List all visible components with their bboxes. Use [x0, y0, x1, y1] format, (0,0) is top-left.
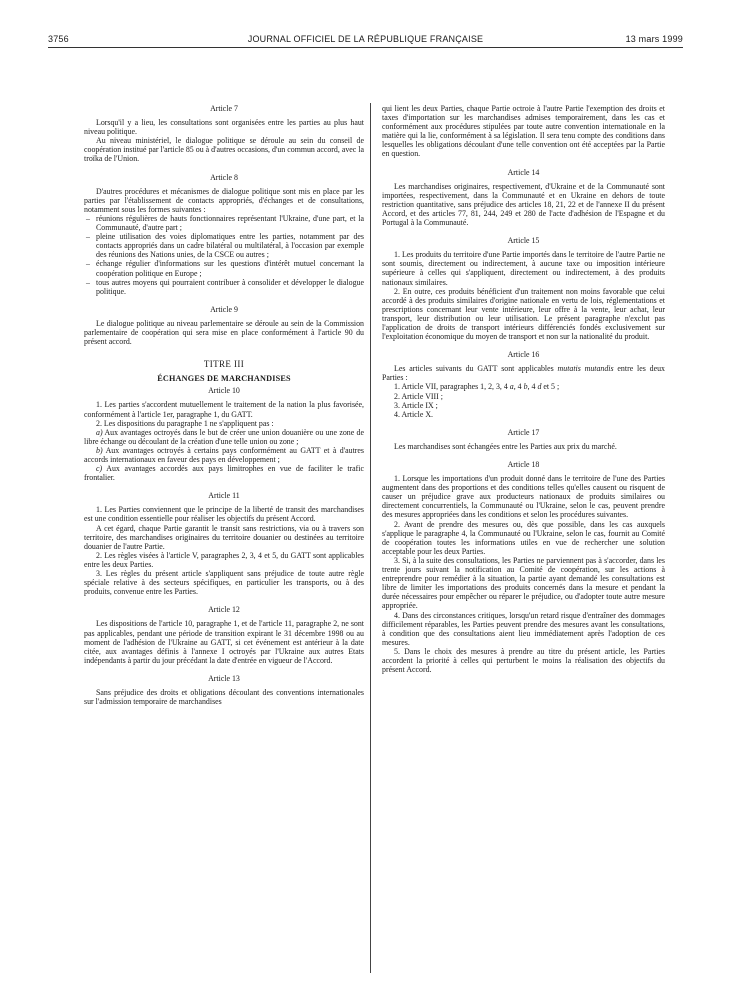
article-7-paragraph: Au niveau ministériel, le dialogue politique se déroule au sein du conseil de coopération institué par l'article 85 ou à d'autres occasions, d'un commun accord, avec la troïka de l'Union.	[84, 136, 364, 164]
intro-text: Les articles suivants du GATT sont applicables	[394, 364, 558, 374]
article-18-paragraph: 4. Dans des circonstances critiques, lorsqu'un retard risque d'entraîner des dommages difficilement réparables, les Parties peuvent prendre des mesures avant les consultations, à condition que des consultations aient lieu immédiatement après l'adoption de ces mesures.	[382, 610, 665, 647]
item-letter: a	[509, 382, 514, 392]
list-item: – réunions régulières de hauts fonctionnaires représentant l'Ukraine, d'une part, et la Communauté, d'autre part ;	[84, 214, 364, 232]
article-16-intro	[382, 364, 665, 382]
titre-subtitle: ÉCHANGES DE MARCHANDISES	[157, 374, 291, 384]
article-8-list	[84, 214, 364, 296]
item-label: c)	[96, 464, 103, 474]
article-18-title: Article 18	[507, 460, 540, 469]
article-15-paragraph: 2. En outre, ces produits bénéficient d'un traitement non moins favorable que celui accordé à des produits similaires d'origine nationale en vertu de lois, réglementations et prescriptions concernant leur vente intérieure, leur offre à la vente, leur achat, leur transport, leur distribution ou leur utilisation. Le présent paragraphe n'exclut pas l'application de droits de transport intérieurs différenciés fondés exclusivement sur l'exploitation économique du moyen de transport et non sur la nationalité du produit.	[382, 286, 665, 342]
column-divider	[370, 103, 371, 973]
publication-date: 13 mars 1999	[625, 34, 683, 44]
article-16-item: 4. Article X.	[394, 409, 434, 419]
article-18-paragraph: 5. Dans le choix des mesures à prendre au titre du présent article, les Parties accordent la priorité à celles qui perturbent le moins la réalisation des objectifs du présent Accord.	[382, 646, 665, 675]
list-item: – échange régulier d'informations sur les questions d'intérêt mutuel concernant la coopération politique en Europe ;	[84, 259, 364, 277]
item-label: a)	[96, 427, 103, 437]
article-11-paragraph: A cet égard, chaque Partie garantit le transit sans restrictions, via ou à travers son territoire, des marchandises originaires du territoire douanier ou destinées au territoire douanier de l'autre Partie.	[84, 523, 364, 551]
article-10-item	[84, 428, 364, 446]
article-11-title: Article 11	[208, 491, 240, 501]
article-16-item: 3. Article IX ;	[394, 400, 438, 410]
article-15-title: Article 15	[507, 236, 540, 246]
item-text: Aux avantages octroyés à certains pays conformément au GATT et à d'autres accords internationaux en faveur des pays en développement ;	[84, 445, 364, 464]
article-8-intro: D'autres procédures et mécanismes de dialogue politique sont mis en place par les parties par l'établissement de contacts appropriés, d'échanges et de consultations, notamment sous les formes suivantes :	[84, 186, 364, 214]
page-header	[48, 34, 683, 48]
article-11-paragraph: 3. Les règles du présent article s'appliquent sans préjudice de toute autre règle spéciale relative à des secteurs spécifiques, en particulier les transports, ou à des produits, convenue entre les Parties.	[84, 569, 364, 597]
article-18-paragraph: 3. Si, à la suite des consultations, les Parties ne parviennent pas à s'accorder, dans les trente jours suivant la notification au Comité de coopération, sur les actions à entreprendre pour remédier à la situation, la partie ayant demandé les consultations est libre de limiter les importations des produits concernés dans la mesure et pendant la durée nécessaires pour empêcher ou réparer le préjudice, ou d'adopter toute autre mesure appropriée.	[382, 555, 665, 611]
item-text: , 4	[513, 382, 524, 392]
article-16-title: Article 16	[507, 350, 540, 360]
header-rule	[48, 47, 683, 48]
article-18-paragraph: 2. Avant de prendre des mesures ou, dès que possible, dans les cas auxquels s'applique le paragraphe 4, la Communauté ou l'Ukraine, selon le cas, fournit au Comité de coopération toutes les informations utiles en vue de rechercher une solution acceptable pour les deux Parties.	[382, 519, 665, 556]
item-letter: b	[523, 382, 528, 392]
article-12-title: Article 12	[208, 605, 240, 615]
article-10-title: Article 10	[208, 386, 240, 396]
titre-heading: TITRE III	[203, 359, 245, 370]
article-18-paragraph: 1. Lorsque les importations d'un produit donné dans le territoire de l'une des Parties augmentent dans des proportions et des conditions telles qu'elles causent ou risquent de causer un préjudice grave aux producteurs nationaux de produits similaires ou directement concurrentiels, la Communauté ou l'Ukraine, selon le cas, peuvent prendre des mesures appropriées dans les conditions et selon les procédures suivantes.	[382, 474, 665, 520]
article-11-paragraph: 2. Les règles visées à l'article V, paragraphes 2, 3, 4 et 5, du GATT sont applicables entre les deux Parties.	[84, 550, 364, 569]
list-item: – tous autres moyens qui pourraient contribuer à consolider et développer le dialogue politique.	[84, 278, 364, 296]
item-label: b)	[96, 445, 103, 455]
article-13-paragraph: Sans préjudice des droits et obligations découlant des conventions internationales sur l'admission temporaire de marchandises	[84, 687, 364, 707]
article-14-paragraph: Les marchandises originaires, respectivement, d'Ukraine et de la Communauté sont importées, respectivement, dans la Communauté et en Ukraine en dehors de toute restriction quantitative, sans préjudice des articles 18, 21, 22 et de l'annexe II du présent Accord, et des articles 77, 81, 244, 249 et 280 de l'acte d'adhésion de l'Espagne et du Portugal à la Communauté.	[382, 181, 665, 228]
article-10-paragraph: 1. Les parties s'accordent mutuellement le traitement de la nation la plus favorisée, conformément à l'article 1er, paragraphe 1, du GATT.	[84, 400, 364, 419]
article-13-continuation: qui lient les deux Parties, chaque Partie octroie à l'autre Partie l'exemption des droits et taxes d'importation sur les marchandises admises temporairement, dans les cas et conformément aux procédures stipulées par toute autre convention internationale en la matière qui la lie, conformément à sa législation. Il sera tenu compte des conditions dans lesquelles les obligations découlant d'une telle convention ont été acceptées par la Partie en question.	[382, 104, 665, 159]
right-column	[382, 104, 665, 674]
article-10-item	[84, 446, 364, 464]
article-14-title: Article 14	[507, 167, 540, 177]
journal-title: JOURNAL OFFICIEL DE LA RÉPUBLIQUE FRANÇAISE	[247, 34, 484, 44]
article-17-paragraph: Les marchandises sont échangées entre les Parties aux prix du marché.	[394, 441, 617, 451]
list-item: – pleine utilisation des voies diplomatiques entre les parties, notamment par des contacts appropriés dans un cadre bilatéral ou multilatéral, à l'occasion par exemple des réunions des Nations unies, de la CSCE ou autres ;	[84, 232, 364, 259]
page-number: 3756	[48, 34, 69, 44]
item-text: Aux avantages octroyés dans le but de créer une union douanière ou une zone de libre échange ou découlant de la création d'une telle union ou zone ;	[84, 427, 364, 446]
latin-phrase: mutatis mutandis	[557, 364, 614, 374]
article-10-paragraph: 2. Les dispositions du paragraphe 1 ne s'appliquent pas :	[96, 418, 274, 428]
article-8-title: Article 8	[210, 172, 238, 182]
article-12-paragraph: Les dispositions de l'article 10, paragraphe 1, et de l'article 11, paragraphe 2, ne sont pas applicables, pendant une période de transition expirant le 31 décembre 1998 ou au moment de l'adhésion de l'Ukraine au GATT, si cet événement est antérieur à la date citée, aux avantages définis à l'annexe I octroyés par l'Ukraine aux autres Etats indépendants à partir du jour précédant la date d'entrée en vigueur de l'Accord.	[84, 619, 364, 665]
article-13-title: Article 13	[208, 673, 240, 683]
article-17-title: Article 17	[507, 427, 540, 437]
intro-text-end: entre les deux Parties :	[382, 364, 665, 383]
item-text: , 4	[527, 382, 538, 392]
article-10-item	[84, 464, 364, 482]
article-9-paragraph: Le dialogue politique au niveau parlementaire se déroule au sein de la Commission parlementaire de coopération qui sera mise en place conformément à l'article 90 du présent accord.	[84, 318, 364, 347]
article-16-item: 2. Article VIII ;	[394, 391, 443, 401]
article-7-title: Article 7	[210, 104, 238, 113]
item-text: et 5 ;	[541, 382, 560, 392]
item-text: Aux avantages accordés aux pays limitrophes en vue de faciliter le trafic frontalier.	[84, 464, 364, 483]
article-9-title: Article 9	[210, 304, 238, 314]
article-15-paragraph: 1. Les produits du territoire d'une Partie importés dans le territoire de l'autre Partie ne sont soumis, directement ou indirectement, à aucune taxe ou imposition intérieure supérieure à celles qui s'appliquent, directement ou indirectement, à des produits nationaux similaires.	[382, 250, 665, 287]
item-text: 1. Article VII, paragraphes 1, 2, 3, 4	[394, 382, 510, 392]
article-7-paragraph: Lorsqu'il y a lieu, les consultations sont organisées entre les parties au plus haut niveau politique.	[84, 118, 364, 137]
article-11-paragraph: 1. Les Parties conviennent que le principe de la liberté de transit des marchandises est une condition essentielle pour réaliser les objectifs du présent Accord.	[84, 505, 364, 524]
article-16-item	[382, 382, 665, 391]
item-letter: d	[537, 382, 542, 392]
left-column	[84, 104, 364, 706]
